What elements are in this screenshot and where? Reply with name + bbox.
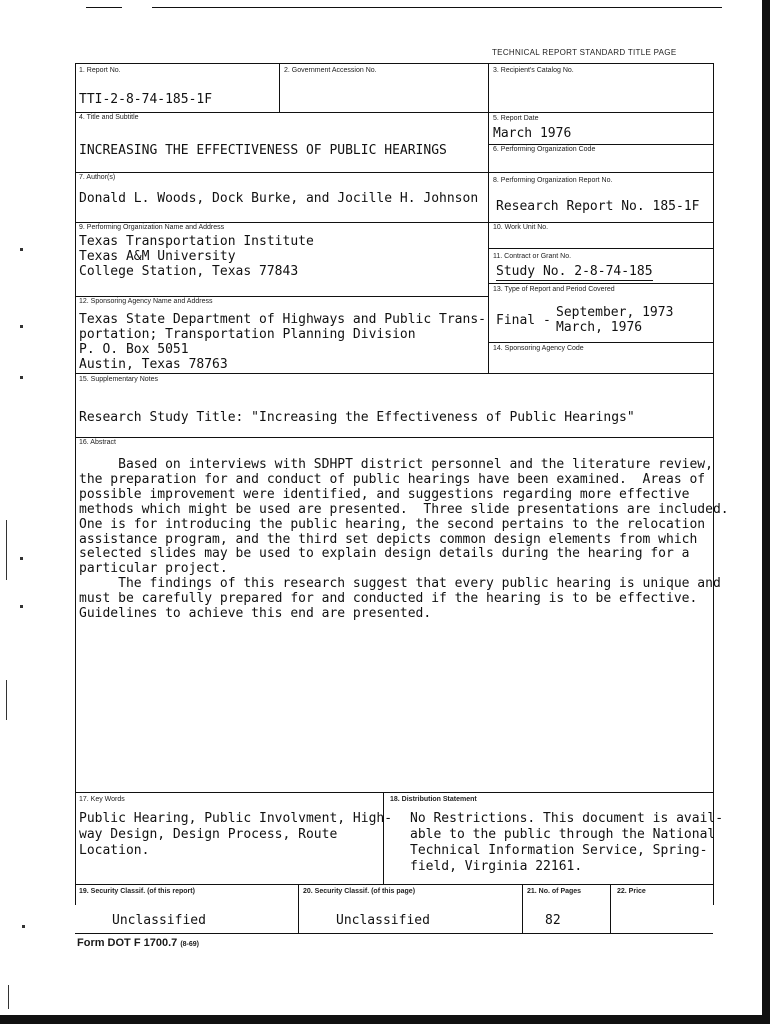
authors-label: 7. Author(s) <box>79 174 116 181</box>
form-date-text: (8-69) <box>180 941 200 948</box>
security-page-label: 20. Security Classif. (of this page) <box>303 888 416 895</box>
row-line-7 <box>75 792 713 793</box>
abstract-label: 16. Abstract <box>79 439 116 446</box>
row-line-5 <box>75 373 713 374</box>
report-date-value: March 1976 <box>493 126 572 141</box>
title-value: INCREASING THE EFFECTIVENESS OF PUBLIC HEARINGS <box>79 143 447 158</box>
report-no-value: TTI-2-8-74-185-1F <box>79 92 213 107</box>
abstract-text: Based on interviews with SDHPT district personnel and the literature review, the preparation for and conduct of public hearings have been examined. Areas of possible improvement were identified, and suggestions regarding more effective methods which might be used are presented. Three slide presentations are included. One is for introducing the public hearing, the second pertains to the relocation assistance program, and the third set depicts common design elements from which selected slides may be used to explain design details during the hearing for a particular project. The findings of this research suggest that every public hearing is unique and must be carefully prepared for and conducted if the hearing is to be effective. Guidelines to achieve this end are presented. <box>79 457 729 622</box>
margin-mark <box>20 248 23 251</box>
form-title: TECHNICAL REPORT STANDARD TITLE PAGE <box>492 48 677 57</box>
margin-mark <box>20 605 23 608</box>
row-line-3 <box>75 222 713 223</box>
supplementary-label: 15. Supplementary Notes <box>79 376 158 383</box>
security-report-label: 19. Security Classif. (of this report) <box>79 888 195 895</box>
row-line-1 <box>75 112 713 113</box>
row-line-bottom <box>75 933 713 934</box>
report-type-prefix: Final - <box>496 313 551 328</box>
security-report-value: Unclassified <box>112 913 206 928</box>
pages-label: 21. No. of Pages <box>527 888 582 895</box>
distribution-line-2: able to the public through the National <box>410 827 716 842</box>
form-number-text: Form DOT F 1700.7 <box>77 937 178 949</box>
report-no-label: 1. Report No. <box>79 67 121 74</box>
supplementary-value: Research Study Title: "Increasing the Effectiveness of Public Hearings" <box>79 410 635 425</box>
org-report-no-value: Research Report No. 185-1F <box>496 199 700 214</box>
col-divider-21-22 <box>610 884 611 933</box>
margin-line <box>6 680 7 720</box>
org-code-label: 6. Performing Organization Code <box>493 146 596 153</box>
distribution-line-3: Technical Information Service, Spring- <box>410 843 708 858</box>
margin-line <box>6 520 7 580</box>
distribution-line-4: field, Virginia 22161. <box>410 859 583 874</box>
row-line-6 <box>75 437 713 438</box>
key-words-line-3: Location. <box>79 843 150 858</box>
form-left-border <box>75 63 76 905</box>
row-line-8 <box>75 884 713 885</box>
row-line-top <box>75 63 713 64</box>
report-period-end: March, 1976 <box>556 320 643 335</box>
row-line-2 <box>75 172 713 173</box>
margin-line <box>8 985 9 1009</box>
right-line-b <box>488 248 713 249</box>
margin-mark <box>20 376 23 379</box>
authors-value: Donald L. Woods, Dock Burke, and Jocille H. Johnson <box>79 191 479 206</box>
contract-no-label: 11. Contract or Grant No. <box>493 253 572 260</box>
title-label: 4. Title and Subtitle <box>79 114 139 121</box>
page-edge-right <box>762 0 770 1024</box>
form-number <box>77 937 199 949</box>
right-line-c <box>488 283 713 284</box>
report-date-label: 5. Report Date <box>493 115 539 122</box>
sponsor-line-3: P. O. Box 5051 <box>79 342 189 357</box>
col-divider-20-21 <box>522 884 523 933</box>
distribution-line-1: No Restrictions. This document is avail- <box>410 811 724 826</box>
pages-value: 82 <box>545 913 561 928</box>
performing-org-line-1: Texas Transportation Institute <box>79 234 314 249</box>
security-page-value: Unclassified <box>336 913 430 928</box>
col-divider-1-2 <box>279 63 280 112</box>
sponsor-line-4: Austin, Texas 78763 <box>79 357 228 372</box>
sponsor-code-label: 14. Sponsoring Agency Code <box>493 345 584 352</box>
accession-no-label: 2. Government Accession No. <box>284 67 377 74</box>
contract-no-value: Study No. 2-8-74-185 <box>496 264 653 279</box>
report-period-start: September, 1973 <box>556 305 674 320</box>
sponsor-line-2: portation; Transportation Planning Division <box>79 327 416 342</box>
org-report-no-label: 8. Performing Organization Report No. <box>493 177 613 184</box>
col-divider-19-20 <box>298 884 299 933</box>
catalog-no-label: 3. Recipient's Catalog No. <box>493 67 574 74</box>
col-divider-17-18 <box>383 792 384 884</box>
performing-org-line-2: Texas A&M University <box>79 249 236 264</box>
sponsor-line-1: Texas State Department of Highways and Public Trans- <box>79 312 486 327</box>
page-edge-bottom <box>0 1015 770 1024</box>
margin-mark <box>20 557 23 560</box>
performing-org-label: 9. Performing Organization Name and Address <box>79 224 225 231</box>
right-line-d <box>488 342 713 343</box>
key-words-line-2: way Design, Design Process, Route <box>79 827 338 842</box>
report-type-label: 13. Type of Report and Period Covered <box>493 286 615 293</box>
work-unit-label: 10. Work Unit No. <box>493 224 549 231</box>
row-line-4 <box>75 296 488 297</box>
col-divider-main <box>488 63 489 373</box>
price-label: 22. Price <box>617 888 646 895</box>
key-words-label: 17. Key Words <box>79 796 125 803</box>
performing-org-line-3: College Station, Texas 77843 <box>79 264 299 279</box>
margin-mark <box>20 325 23 328</box>
sponsor-label: 12. Sponsoring Agency Name and Address <box>79 298 213 305</box>
right-line-a <box>488 144 713 145</box>
margin-mark <box>22 925 25 928</box>
top-rule <box>152 7 722 8</box>
distribution-label: 18. Distribution Statement <box>390 796 477 803</box>
top-dash <box>86 7 122 8</box>
key-words-line-1: Public Hearing, Public Involvment, High- <box>79 811 393 826</box>
